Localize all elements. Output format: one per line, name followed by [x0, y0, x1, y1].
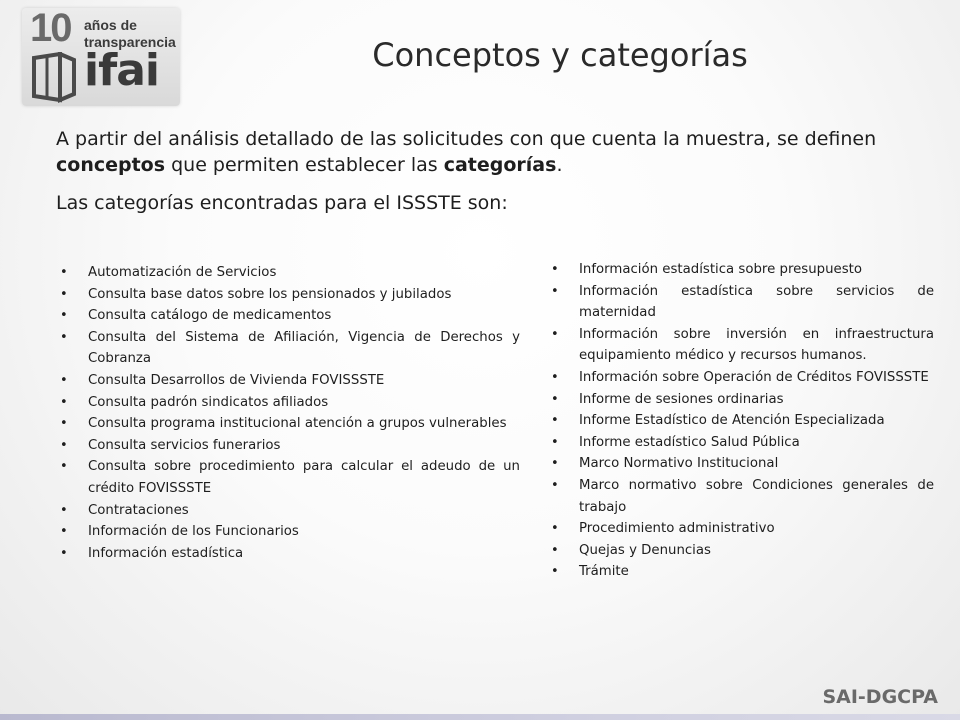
list-item: • Informe de sesiones ordinarias [551, 389, 934, 411]
list-item: • Consulta padrón sindicatos afiliados [60, 392, 520, 414]
list-item: • Información estadística [60, 543, 520, 565]
list-item: • Información sobre Operación de Créditos FOVISSSTE [551, 367, 934, 389]
list-item: • Información de los Funcionarios [60, 521, 520, 543]
logo-text-line1: años de [84, 17, 137, 33]
list-item: • Información estadística sobre presupuesto [551, 259, 934, 281]
category-list-right [551, 259, 934, 583]
intro-paragraph [56, 126, 916, 178]
list-item: • Informe Estadístico de Atención Especializada [551, 410, 934, 432]
list-item: • Marco Normativo Institucional [551, 453, 934, 475]
list-item: • Consulta servicios funerarios [60, 435, 520, 457]
category-list-left [60, 262, 520, 564]
logo-number: 10 [30, 6, 71, 50]
intro-text-a: A partir del análisis detallado de las solicitudes con que cuenta la muestra, se definen [56, 128, 877, 150]
intro-text-c: que permiten establecer las [165, 154, 444, 176]
list-item: • Consulta sobre procedimiento para calcular el adeudo de un crédito FOVISSSTE [60, 456, 520, 499]
list-item: • Consulta del Sistema de Afiliación, Vigencia de Derechos y Cobranza [60, 327, 520, 370]
footer-brand: SAI-DGCPA [822, 686, 938, 708]
list-item: • Contrataciones [60, 500, 520, 522]
list-item: • Consulta base datos sobre los pensionados y jubilados [60, 284, 520, 306]
intro-bold-categorias: categorías [443, 154, 557, 176]
list-item: • Marco normativo sobre Condiciones generales de trabajo [551, 475, 934, 518]
list-item: • Consulta Desarrollos de Vivienda FOVISSSTE [60, 370, 520, 392]
list-item: • Procedimiento administrativo [551, 518, 934, 540]
intro-text-e: . [556, 154, 563, 176]
list-item: • Consulta catálogo de medicamentos [60, 305, 520, 327]
list-item: • Consulta programa institucional atención a grupos vulnerables [60, 413, 520, 435]
footer-divider [0, 714, 960, 720]
list-item: • Informe estadístico Salud Pública [551, 432, 934, 454]
list-item: • Automatización de Servicios [60, 262, 520, 284]
list-item: • Información sobre inversión en infraestructura equipamiento médico y recursos humanos. [551, 324, 934, 367]
logo-brand: ifai [84, 45, 159, 96]
list-item: • Trámite [551, 561, 934, 583]
list-item: • Información estadística sobre servicios de maternidad [551, 281, 934, 324]
intro-subheading: Las categorías encontradas para el ISSSTE son: [56, 192, 508, 214]
intro-bold-conceptos: conceptos [56, 154, 166, 176]
logo-text-line2: transparencia [84, 34, 176, 50]
page-title: Conceptos y categorías [372, 36, 748, 74]
list-item: • Quejas y Denuncias [551, 540, 934, 562]
